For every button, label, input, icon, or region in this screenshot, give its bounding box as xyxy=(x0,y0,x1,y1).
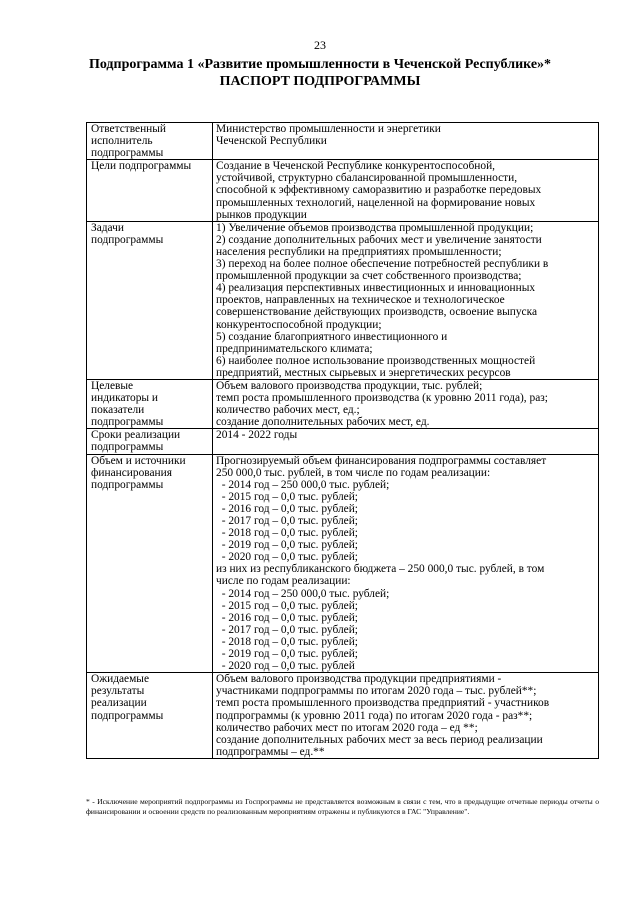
row-value-line: количество рабочих мест, ед.; xyxy=(216,404,360,417)
row-label-cell xyxy=(87,429,213,454)
row-label-cell xyxy=(87,160,213,221)
row-value-cell xyxy=(213,379,599,428)
passport-row xyxy=(87,429,599,454)
row-label-line: Целевые xyxy=(91,379,134,392)
row-value-line: 4) реализация перспективных инвестиционных и инновационных xyxy=(216,282,536,295)
row-value-line: - 2019 год – 0,0 тыс. рублей; xyxy=(216,539,358,552)
row-value-line: - 2020 год – 0,0 тыс. рублей xyxy=(216,660,355,673)
row-label-line: результаты xyxy=(91,685,145,698)
row-label-line: подпрограммы xyxy=(91,416,164,429)
row-label-line: Сроки реализации xyxy=(91,429,181,442)
passport-table-body xyxy=(87,123,599,759)
row-label-cell xyxy=(87,454,213,673)
row-value-line: предприятий, местных сырьевых и энергетических ресурсов xyxy=(216,366,511,379)
row-value-cell xyxy=(213,123,599,160)
row-value-line: - 2017 год – 0,0 тыс. рублей; xyxy=(216,623,358,636)
row-value-line: количество рабочих мест по итогам 2020 года – ед **; xyxy=(216,721,478,734)
row-value-line: подпрограммы (к уровню 2011 года) по итогам 2020 года - раз**; xyxy=(216,709,533,722)
row-value-line: устойчивой, структурно сбалансированной промышленности, xyxy=(216,172,518,185)
row-value-line: - 2014 год – 250 000,0 тыс. рублей; xyxy=(216,478,390,491)
row-value-line: создание дополнительных рабочих мест, ед. xyxy=(216,416,430,429)
row-label-line: подпрограммы xyxy=(91,147,164,160)
passport-table xyxy=(86,122,599,759)
row-label-line: индикаторы и xyxy=(91,392,159,405)
row-value-line: Объем валового производства продукции предприятиями - xyxy=(216,673,502,686)
row-value-line: предпринимательского климата; xyxy=(216,342,373,355)
row-value-cell xyxy=(213,160,599,221)
row-value-line: 5) создание благоприятного инвестиционного и xyxy=(216,330,448,343)
row-value-line: темп роста промышленного производства (к уровню 2011 года), раз; xyxy=(216,392,548,405)
row-value-line: Прогнозируемый объем финансирования подпрограммы составляет xyxy=(216,454,547,467)
row-label-line: Ожидаемые xyxy=(91,673,150,686)
row-value-cell xyxy=(213,673,599,759)
row-value-line: участниками подпрограммы по итогам 2020 года – тыс. рублей**; xyxy=(216,685,537,698)
row-label-line: Ответственный xyxy=(91,123,167,135)
row-value-line: 1) Увеличение объемов производства промышленной продукции; xyxy=(216,221,534,234)
row-value-line: промышленных технологий, нацеленной на формирование новых xyxy=(216,196,536,209)
row-value-line: - 2015 год – 0,0 тыс. рублей; xyxy=(216,490,358,503)
row-value-line: подпрограммы – ед.** xyxy=(216,745,325,758)
row-value-line: создание дополнительных рабочих мест за весь период реализации xyxy=(216,733,543,746)
row-value-cell xyxy=(213,429,599,454)
row-label-cell xyxy=(87,221,213,379)
page-number: 23 xyxy=(314,38,326,52)
title-line-1: Подпрограмма 1 «Развитие промышленности в Чеченской Республике»* xyxy=(88,57,552,72)
passport-row xyxy=(87,454,599,673)
passport-row xyxy=(87,123,599,160)
row-label-line: подпрограммы xyxy=(91,441,164,454)
row-label-cell xyxy=(87,673,213,759)
row-value-line: населения республики на предприятиях промышленности; xyxy=(216,245,502,258)
row-value-line: промышленной продукции за счет собственного производства; xyxy=(216,270,522,283)
row-value-cell xyxy=(213,221,599,379)
row-value-line: Объем валового производства продукции, тыс. рублей; xyxy=(216,379,483,392)
row-value-line: 6) наиболее полное использование производственных мощностей xyxy=(216,354,536,367)
passport-row xyxy=(87,379,599,428)
row-value-line: - 2018 год – 0,0 тыс. рублей; xyxy=(216,527,358,540)
row-label-line: Задачи xyxy=(91,221,124,234)
row-value-line: из них из республиканского бюджета – 250 000,0 тыс. рублей, в том xyxy=(216,563,545,576)
row-value-line: способной к эффективному саморазвитию и разработке передовых xyxy=(216,184,542,197)
row-value-line: Создание в Чеченской Республике конкурентоспособной, xyxy=(216,160,496,173)
row-value-line: темп роста промышленного производства предприятий - участников xyxy=(216,697,550,710)
row-label-line: исполнитель xyxy=(91,135,153,148)
row-value-line: 2014 - 2022 годы xyxy=(216,429,298,442)
passport-row xyxy=(87,160,599,221)
row-value-line: 250 000,0 тыс. рублей, в том числе по годам реализации: xyxy=(216,466,491,479)
row-value-line: проектов, направленных на техническое и технологическое xyxy=(216,294,505,307)
row-label-line: подпрограммы xyxy=(91,233,164,246)
row-label-line: показатели xyxy=(91,404,145,417)
row-label-cell xyxy=(87,379,213,428)
row-value-line: - 2015 год – 0,0 тыс. рублей; xyxy=(216,599,358,612)
passport-row xyxy=(87,221,599,379)
row-value-line: числе по годам реализации: xyxy=(216,575,351,588)
row-value-cell xyxy=(213,454,599,673)
page-title xyxy=(40,56,600,90)
row-value-line: - 2014 год – 250 000,0 тыс. рублей; xyxy=(216,587,390,600)
row-value-line: - 2019 год – 0,0 тыс. рублей; xyxy=(216,648,358,661)
row-label-line: подпрограммы xyxy=(91,478,164,491)
passport-row xyxy=(87,673,599,759)
row-value-line: - 2016 год – 0,0 тыс. рублей; xyxy=(216,502,358,515)
row-value-line: Министерство промышленности и энергетики xyxy=(216,123,441,135)
row-label-cell xyxy=(87,123,213,160)
row-value-line: совершенствование действующих производств, освоение выпуска xyxy=(216,306,537,319)
footnote: * - Исключение мероприятий подпрограммы из Госпрограммы не представляется возможным в связи с тем, что в предыдущие отчетные периоды отчеты о финансировании и освоении средств по реализованным мероприятиям отражены и публикуются в ГАС "Управление". xyxy=(86,797,599,816)
row-value-line: - 2017 год – 0,0 тыс. рублей; xyxy=(216,515,358,527)
row-value-line: конкурентоспособной продукции; xyxy=(216,318,382,331)
row-value-line: 3) переход на более полное обеспечение потребностей республики в xyxy=(216,258,549,271)
row-label-line: финансирования xyxy=(91,466,172,479)
row-value-line: рынков продукции xyxy=(216,208,307,221)
row-value-line: - 2016 год – 0,0 тыс. рублей; xyxy=(216,611,358,624)
row-value-line: - 2020 год – 0,0 тыс. рублей; xyxy=(216,551,358,564)
title-line-2: ПАСПОРТ ПОДПРОГРАММЫ xyxy=(219,74,421,89)
row-label-line: реализации xyxy=(91,697,147,710)
row-label-line: подпрограммы xyxy=(91,709,164,722)
row-label-line: Объем и источники xyxy=(91,454,186,467)
row-value-line: 2) создание дополнительных рабочих мест и увеличение занятости xyxy=(216,233,542,246)
row-label-line: Цели подпрограммы xyxy=(91,160,192,173)
row-value-line: - 2018 год – 0,0 тыс. рублей; xyxy=(216,635,358,648)
row-value-line: Чеченской Республики xyxy=(216,135,327,148)
